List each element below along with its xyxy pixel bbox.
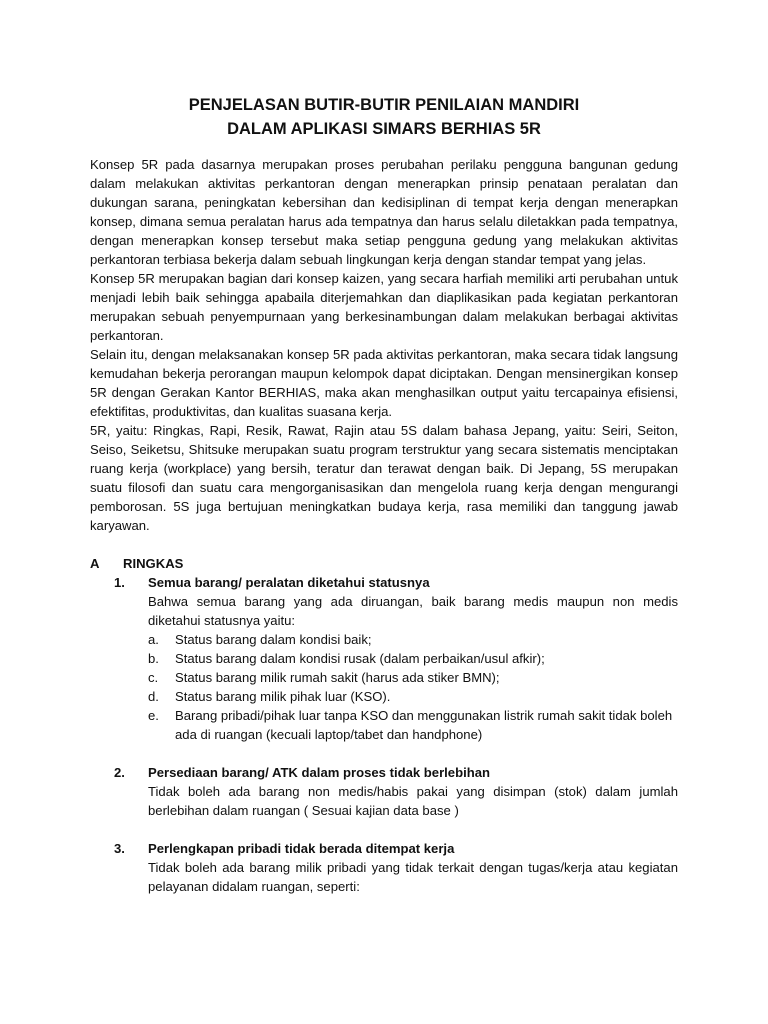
sub-list-item	[148, 649, 678, 668]
item-description: Tidak boleh ada barang non medis/habis pakai yang disimpan (stok) dalam jumlah berlebihan dalam ruangan ( Sesuai kajian data base )	[148, 784, 678, 818]
item-heading: Persediaan barang/ ATK dalam proses tidak berlebihan	[148, 765, 490, 780]
sub-list	[148, 630, 678, 744]
item-heading: Semua barang/ peralatan diketahui statusnya	[148, 575, 430, 590]
sub-item-text: Barang pribadi/pihak luar tanpa KSO dan menggunakan listrik rumah sakit tidak boleh ada di ruangan (kecuali laptop/tabet dan handphone)	[175, 708, 673, 742]
intro-text	[90, 155, 678, 535]
sub-list-item	[148, 630, 678, 649]
sub-list-item	[148, 687, 678, 706]
sub-item-text: Status barang dalam kondisi rusak (dalam perbaikan/usul afkir);	[175, 651, 545, 666]
paragraph: Konsep 5R merupakan bagian dari konsep kaizen, yang secara harfiah memiliki arti perubahan untuk menjadi lebih baik sehingga apabaila diterjemahkan dan diaplikasikan pada kegiatan perkantoran merupakan sebuah penyempurnaan yang berkesinambungan dalam melakukan berbagai aktivitas perkantoran.	[90, 271, 678, 343]
sub-list-item	[148, 668, 678, 687]
sub-list-item	[148, 706, 678, 744]
title-line-2: DALAM APLIKASI SIMARS BERHIAS 5R	[227, 120, 541, 138]
paragraph: Selain itu, dengan melaksanakan konsep 5R pada aktivitas perkantoran, maka secara tidak langsung kemudahan bekerja perorangan maupun kelompok dapat diciptakan. Dengan mensinergikan konsep 5R dengan Gerakan Kantor BERHIAS, maka akan menghasilkan output yaitu tercapainya efisiensi, efektifitas, produktivitas, dan kualitas suasana kerja.	[90, 347, 678, 419]
list-item	[90, 573, 678, 744]
sub-item-text: Status barang milik pihak luar (KSO).	[175, 689, 391, 704]
section-letter: A	[90, 556, 100, 571]
item-number: 1.	[114, 575, 125, 590]
item-description: Tidak boleh ada barang milik pribadi yang tidak terkait dengan tugas/kerja atau kegiatan pelayanan didalam ruangan, seperti:	[148, 860, 678, 894]
item-description: Bahwa semua barang yang ada diruangan, baik barang medis maupun non medis diketahui statusnya yaitu:	[148, 594, 678, 628]
sub-item-marker: b.	[148, 651, 159, 666]
sub-item-marker: e.	[148, 708, 159, 723]
section-title: RINGKAS	[123, 556, 184, 571]
section-heading	[90, 554, 678, 573]
paragraph: Konsep 5R pada dasarnya merupakan proses perubahan perilaku pengguna bangunan gedung dalam melakukan aktivitas perkantoran dengan menerapkan prinsip penataan peralatan dan dukungan sarana, peningkatan kebersihan dan kedisiplinan di tempat kerja dengan menerapkan konsep, dimana semua peralatan harus ada tempatnya dan harus selalu diletakkan pada tempatnya, dengan menerapkan konsep tersebut maka setiap pengguna gedung yang melakukan aktivitas perkantoran terbiasa bekerja dalam sebuah lingkungan kerja dengan standar tempat yang jelas.	[90, 157, 678, 267]
title-line-1: PENJELASAN BUTIR-BUTIR PENILAIAN MANDIRI	[188, 96, 580, 114]
list-item	[90, 839, 678, 896]
paragraph: 5R, yaitu: Ringkas, Rapi, Resik, Rawat, Rajin atau 5S dalam bahasa Jepang, yaitu: Seiri, Seiton, Seiso, Seiketsu, Shitsuke merupakan suatu program terstruktur yang secara sistematis menciptakan ruang kerja (workplace) yang bersih, teratur dan terawat dengan baik. Di Jepang, 5S merupakan suatu filosofi dan suatu cara mengorganisasikan dan mengelola ruang kerja dengan mengurangi pemborosan. 5S juga bertujuan meningkatkan budaya kerja, rasa memiliki dan tanggung jawab karyawan.	[90, 423, 678, 533]
sub-item-marker: d.	[148, 689, 159, 704]
list-item	[90, 763, 678, 820]
item-number: 3.	[114, 841, 125, 856]
sub-item-marker: a.	[148, 632, 159, 647]
item-number: 2.	[114, 765, 125, 780]
document-title	[90, 93, 678, 141]
sub-item-marker: c.	[148, 670, 159, 685]
sub-item-text: Status barang milik rumah sakit (harus ada stiker BMN);	[175, 670, 500, 685]
document-page	[90, 93, 678, 896]
item-heading: Perlengkapan pribadi tidak berada ditempat kerja	[148, 841, 455, 856]
sub-item-text: Status barang dalam kondisi baik;	[175, 632, 372, 647]
